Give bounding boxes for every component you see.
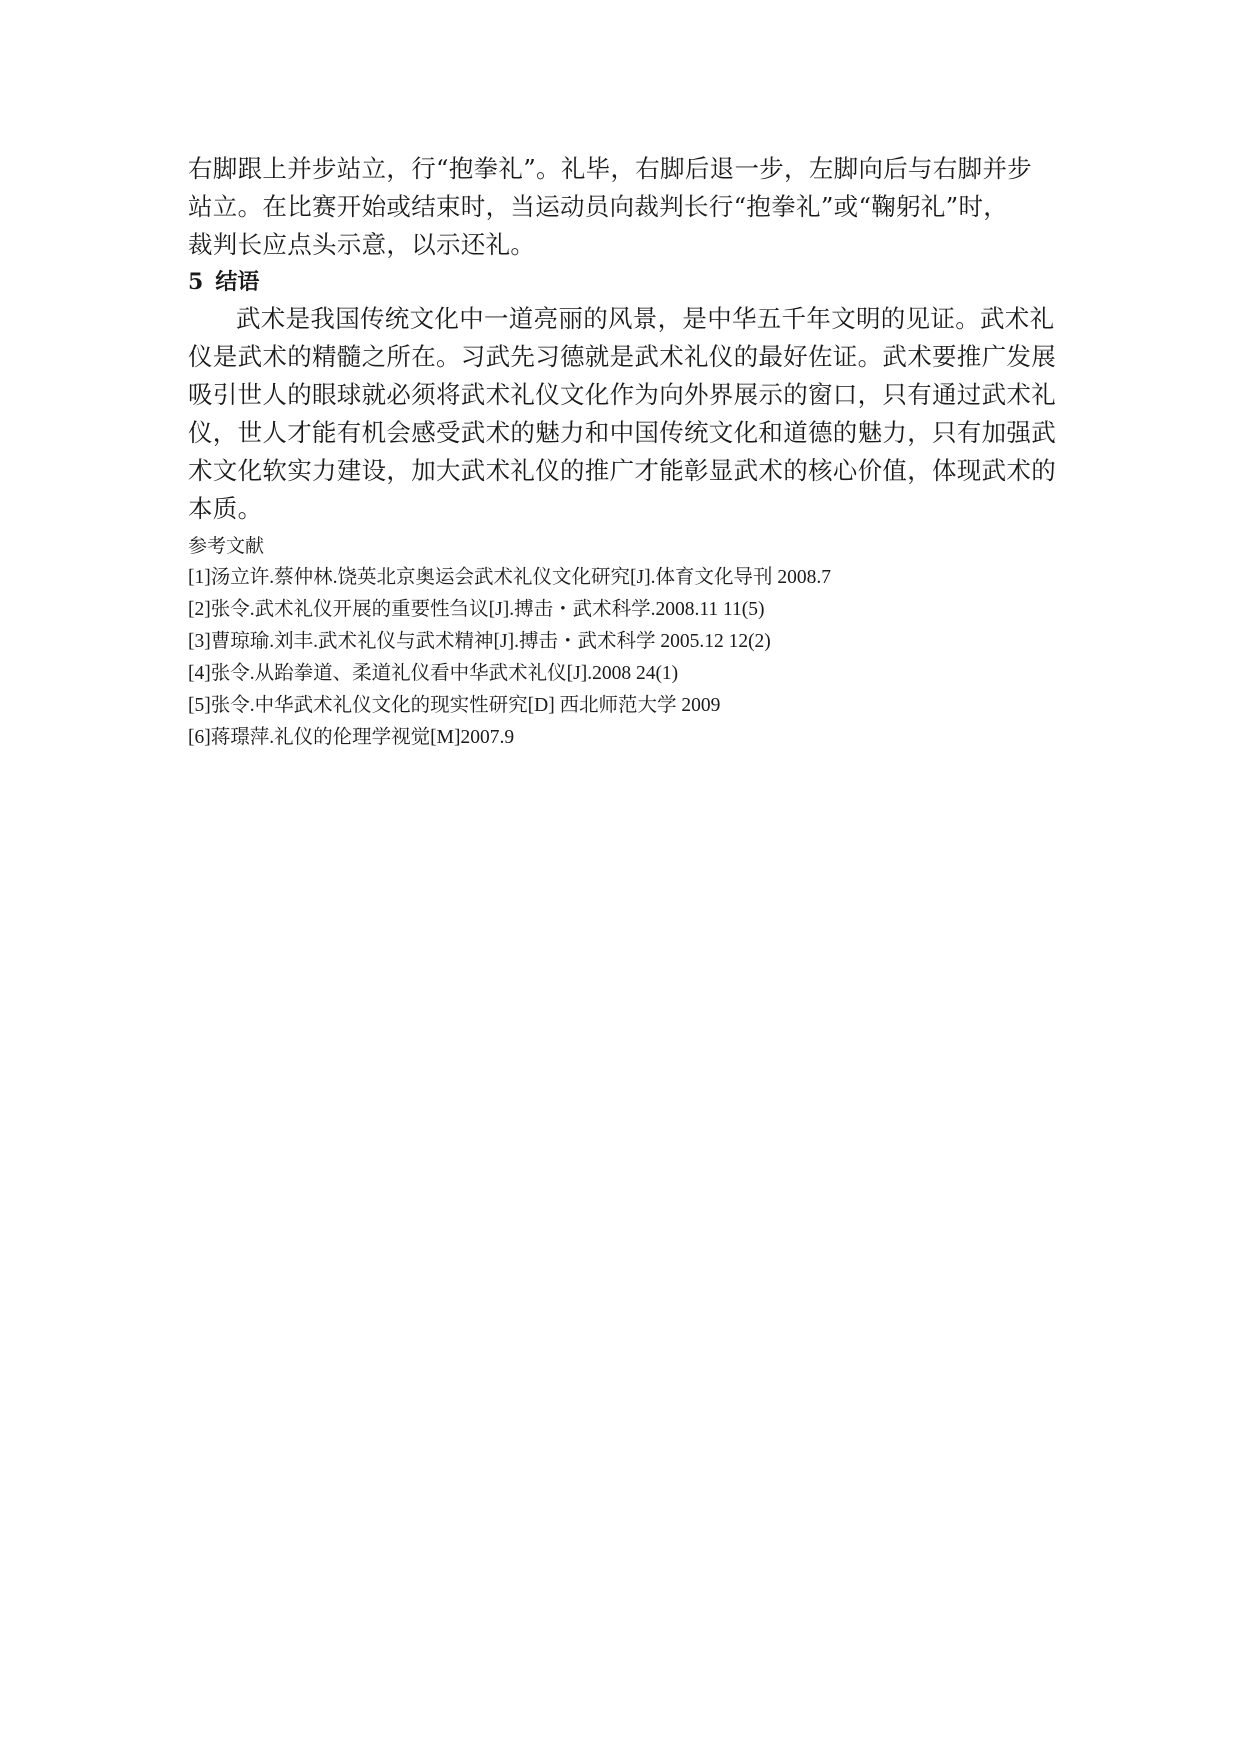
document-page <box>188 150 1058 754</box>
reference-item: [6]蒋璟萍.礼仪的伦理学视觉[M]2007.9 <box>188 727 515 748</box>
paragraph-line: 仪是武术的精髓之所在。习武先习德就是武术礼仪的最好佐证。武术要推广发展 <box>188 342 1056 371</box>
paragraph-line: 裁判长应点头示意，以示还礼。 <box>188 230 536 259</box>
paragraph-line: 站立。在比赛开始或结束时，当运动员向裁判长行“抱拳礼”或“鞠躬礼”时， <box>188 192 1009 221</box>
section-heading <box>188 264 1058 300</box>
references-section <box>188 530 1058 754</box>
paragraph-line: 本质。 <box>188 494 263 523</box>
reference-item: [3]曹琼瑜.刘丰.武术礼仪与武术精神[J].搏击・武术科学 2005.12 12(2) <box>188 631 771 652</box>
paragraph-line: 吸引世人的眼球就必须将武术礼仪文化作为向外界展示的窗口，只有通过武术礼 <box>188 380 1056 409</box>
paragraph-line: 右脚跟上并步站立，行“抱拳礼”。礼毕，右脚后退一步，左脚向后与右脚并步 <box>188 154 1033 183</box>
section-number: 5 <box>188 269 204 295</box>
reference-item: [5]张令.中华武术礼仪文化的现实性研究[D] 西北师范大学 2009 <box>188 695 721 716</box>
reference-item: [1]汤立许.蔡仲林.饶英北京奥运会武术礼仪文化研究[J].体育文化导刊 2008.7 <box>188 567 831 588</box>
conclusion-paragraph <box>188 300 1058 528</box>
paragraph-line: 武术是我国传统文化中一道亮丽的风景，是中华五千年文明的见证。武术礼 <box>236 304 1055 333</box>
continued-paragraph <box>188 150 1058 264</box>
paragraph-line: 术文化软实力建设，加大武术礼仪的推广才能彰显武术的核心价值，体现武术的 <box>188 456 1056 485</box>
section-title: 结语 <box>215 269 260 295</box>
paragraph-line: 仪，世人才能有机会感受武术的魅力和中国传统文化和道德的魅力，只有加强武 <box>188 418 1056 447</box>
references-title: 参考文献 <box>188 535 265 557</box>
reference-item: [2]张令.武术礼仪开展的重要性刍议[J].搏击・武术科学.2008.11 11(5) <box>188 599 765 620</box>
reference-item: [4]张令.从跆拳道、柔道礼仪看中华武术礼仪[J].2008 24(1) <box>188 663 679 684</box>
